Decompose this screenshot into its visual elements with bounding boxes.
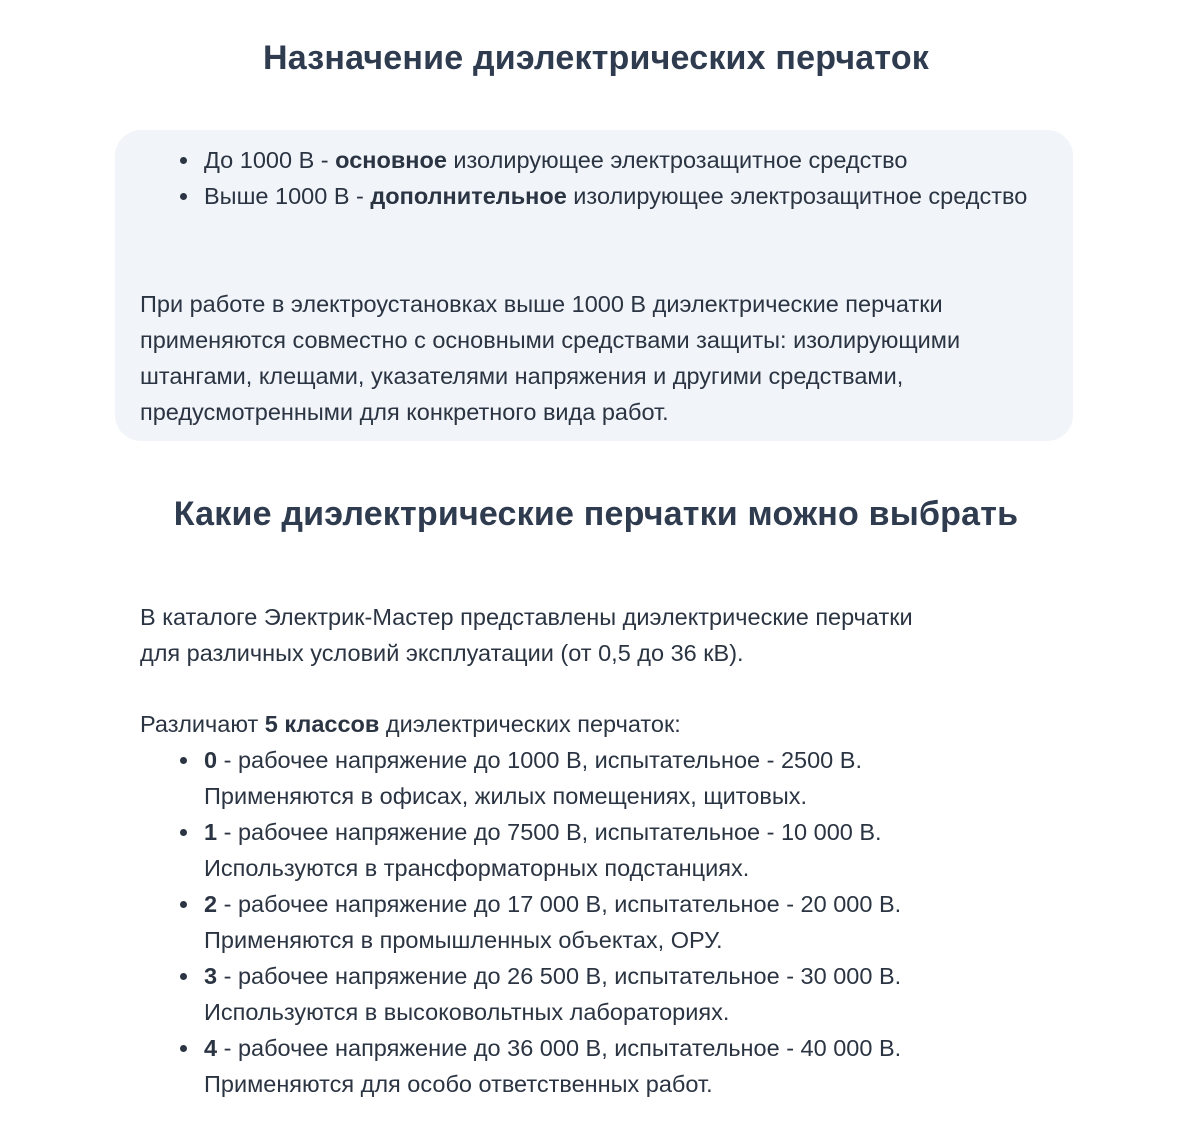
class-usage: Применяются для особо ответственных работ. <box>204 1071 713 1097</box>
intro-suffix: диэлектрических перчаток: <box>379 711 681 737</box>
class-number: 0 <box>204 747 218 773</box>
item-prefix: Выше 1000 В - <box>204 183 371 209</box>
class-voltage: - рабочее напряжение до 1000 В, испытательное - 2500 В. <box>217 747 862 773</box>
catalog-line: для различных условий эксплуатации (от 0,5 до 36 кВ). <box>140 640 744 666</box>
classes-intro <box>140 706 1060 742</box>
section-title-choose: Какие диэлектрические перчатки можно выбрать <box>173 495 1019 533</box>
class-voltage: - рабочее напряжение до 36 000 В, испытательное - 40 000 В. <box>217 1035 902 1061</box>
section-title-purpose: Назначение диэлектрических перчаток <box>262 39 929 77</box>
item-suffix: изолирующее электрозащитное средство <box>566 183 1028 209</box>
catalog-paragraph <box>140 599 1060 671</box>
note-line: При работе в электроустановках выше 1000 В диэлектрические перчатки <box>140 291 943 317</box>
intro-bold: 5 классов <box>264 711 380 737</box>
class-item-4 <box>140 1030 1060 1102</box>
intro-prefix: Различают <box>140 711 265 737</box>
class-item-3 <box>140 958 1060 1030</box>
list-item <box>140 178 1040 214</box>
class-usage: Используются в трансформаторных подстанциях. <box>204 855 750 881</box>
class-number: 3 <box>204 963 218 989</box>
class-usage: Применяются в офисах, жилых помещениях, щитовых. <box>204 783 808 809</box>
class-list <box>140 742 1060 1102</box>
list-item <box>140 142 1040 178</box>
class-item-1 <box>140 814 1060 886</box>
class-item-2 <box>140 886 1060 958</box>
class-usage: Применяются в промышленных объектах, ОРУ. <box>204 927 723 953</box>
class-number: 4 <box>204 1035 218 1061</box>
note-line: предусмотренными для конкретного вида работ. <box>140 399 669 425</box>
class-number: 2 <box>204 891 218 917</box>
item-bold: основное <box>335 147 447 173</box>
purpose-list <box>140 142 1040 214</box>
item-bold: дополнительное <box>370 183 567 209</box>
note-line: штангами, клещами, указателями напряжения и другими средствами, <box>140 363 904 389</box>
class-usage: Используются в высоковольтных лабораториях. <box>204 999 730 1025</box>
class-number: 1 <box>204 819 218 845</box>
class-item-0 <box>140 742 1060 814</box>
class-voltage: - рабочее напряжение до 26 500 В, испытательное - 30 000 В. <box>217 963 902 989</box>
catalog-line: В каталоге Электрик-Мастер представлены диэлектрические перчатки <box>140 604 913 630</box>
class-voltage: - рабочее напряжение до 17 000 В, испытательное - 20 000 В. <box>217 891 902 917</box>
class-voltage: - рабочее напряжение до 7500 В, испытательное - 10 000 В. <box>217 819 882 845</box>
item-suffix: изолирующее электрозащитное средство <box>446 147 908 173</box>
note-line: применяются совместно с основными средствами защиты: изолирующими <box>140 327 961 353</box>
purpose-note <box>140 286 1060 430</box>
item-prefix: До 1000 В - <box>204 147 336 173</box>
